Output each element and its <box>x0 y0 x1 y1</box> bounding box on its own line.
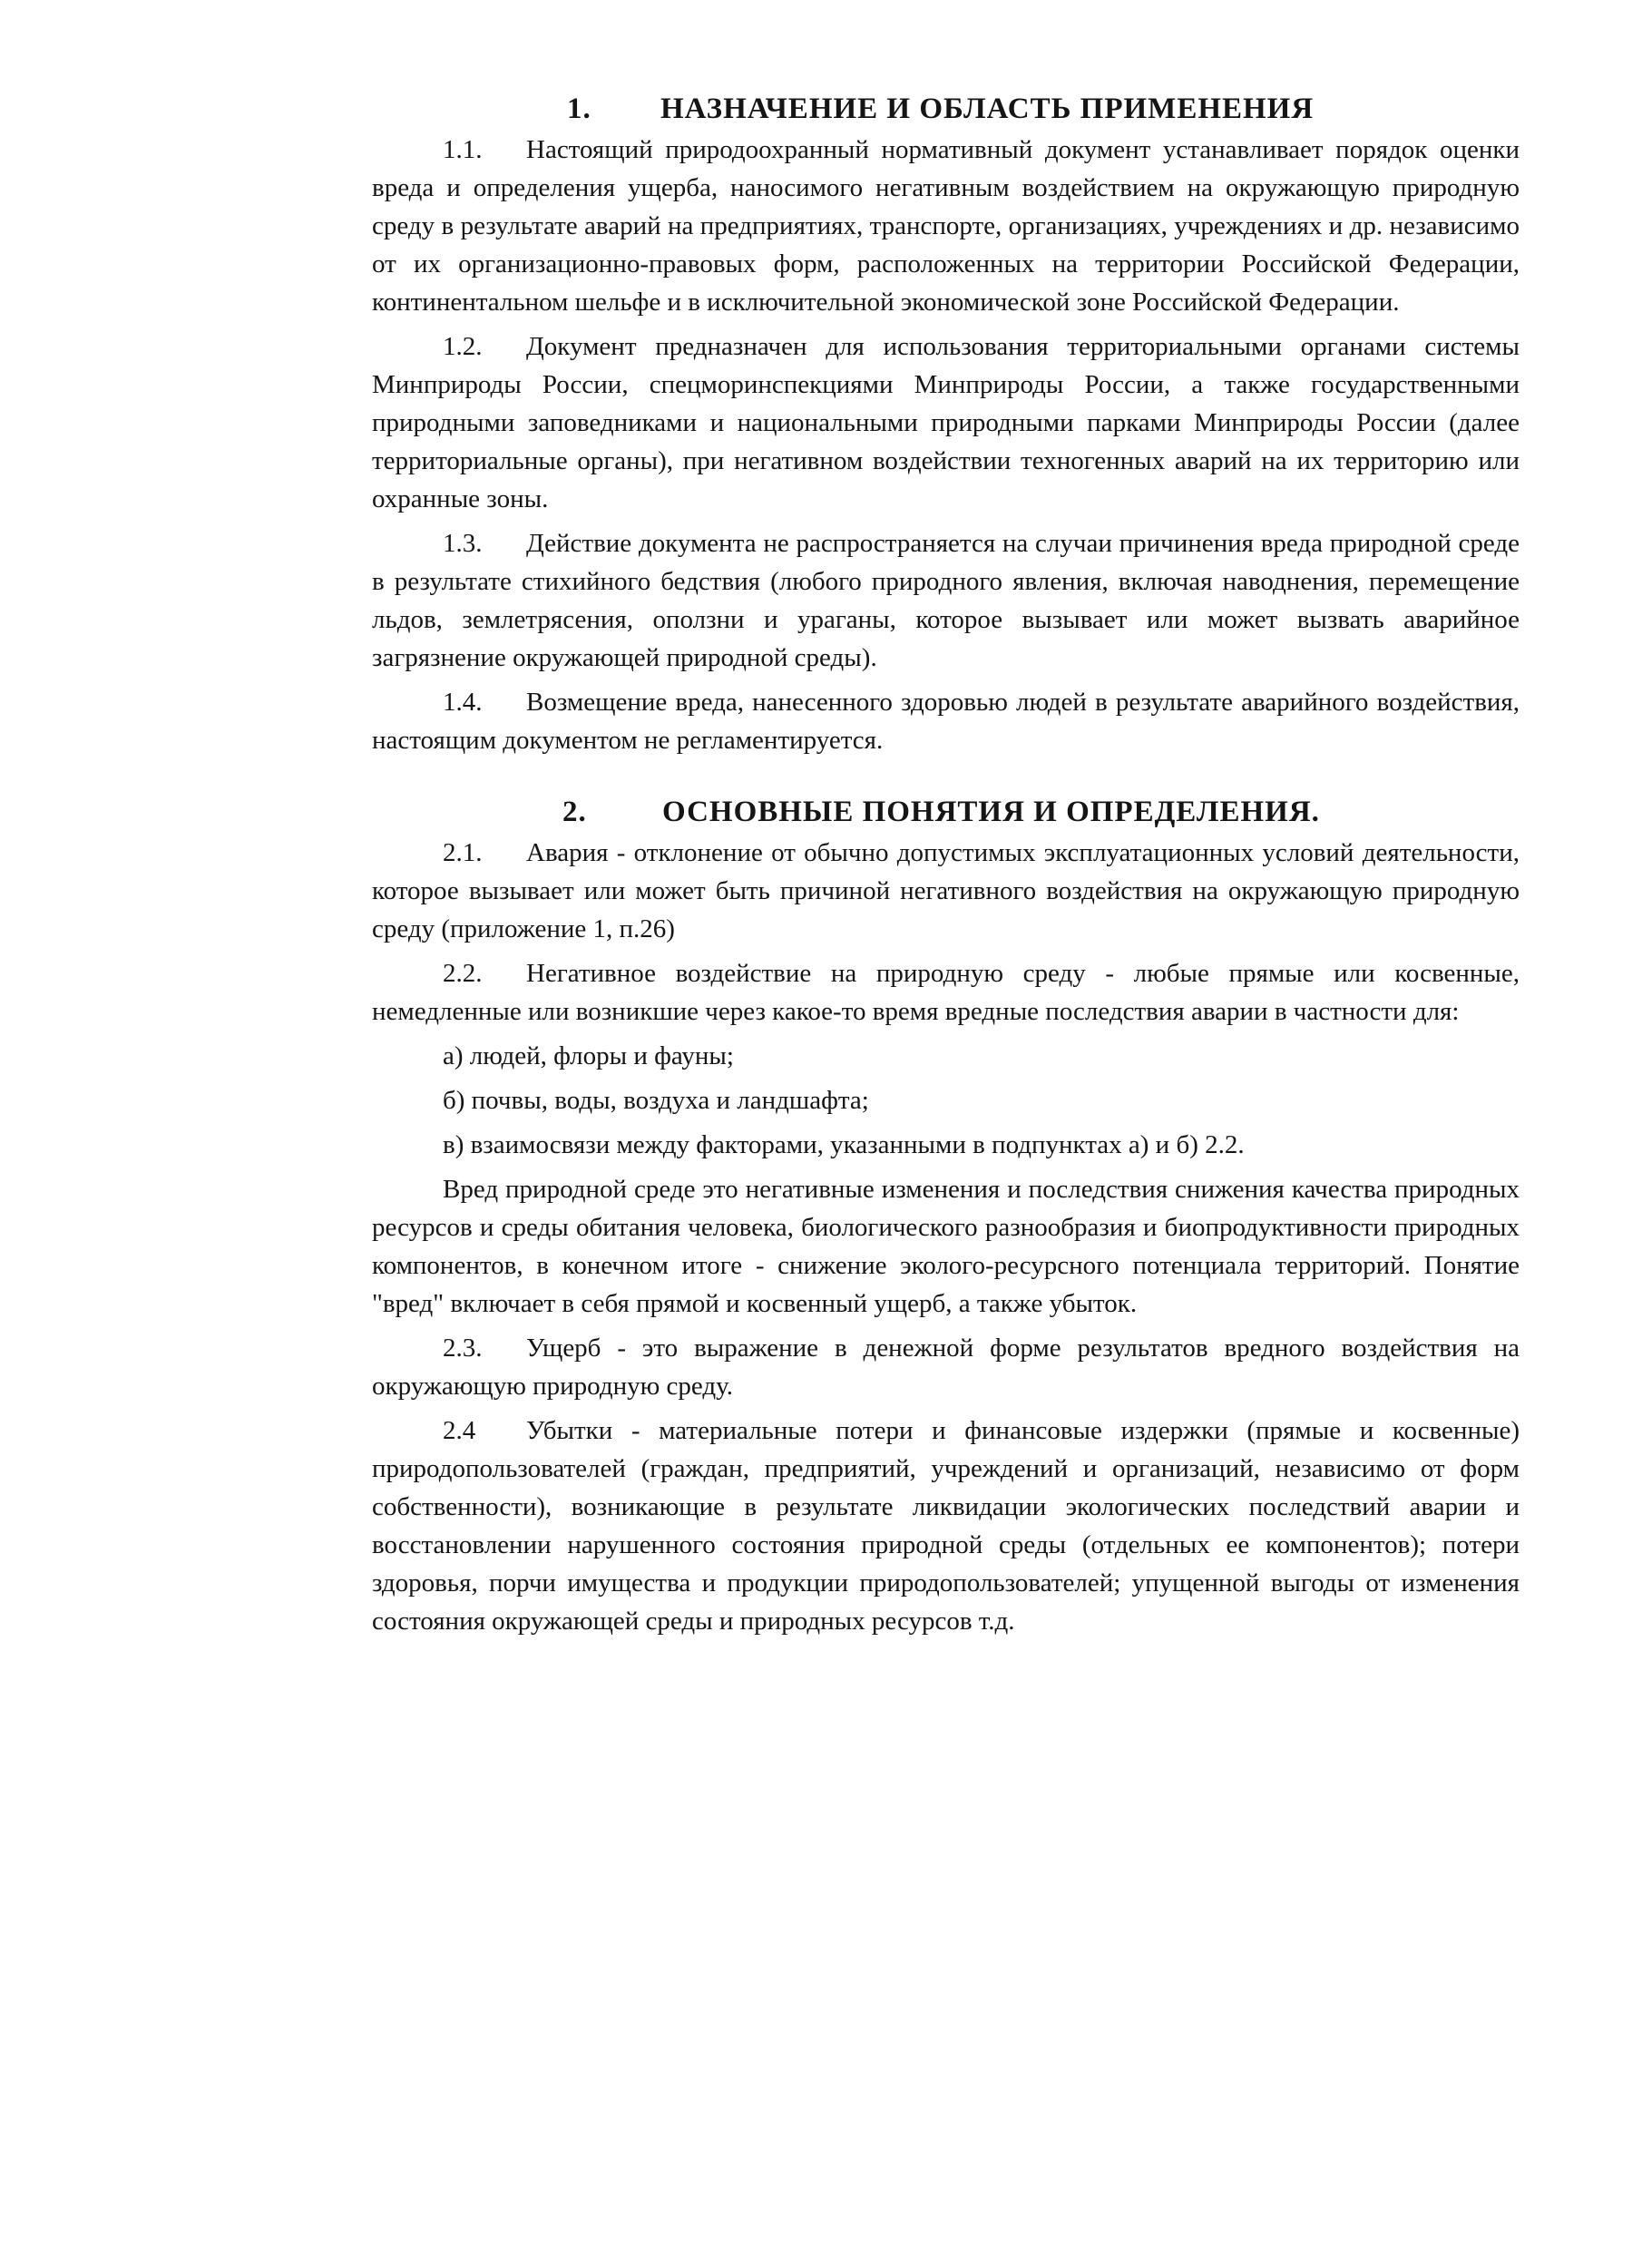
paragraph-text: Негативное воздействие на природную среду - любые прямые или косвенные, немедленные или возникшие через какое-то время вредные последствия аварии в частности для: <box>372 959 1520 1026</box>
paragraph-number: 2.3. <box>443 1334 483 1363</box>
paragraph-number: 1.4. <box>443 688 483 717</box>
list-item: б) почвы, воды, воздуха и ландшафта; <box>443 1086 869 1115</box>
paragraph-harm-definition <box>372 1170 1520 1323</box>
paragraph-number: 1.1. <box>443 135 483 164</box>
paragraph-1-3 <box>372 524 1520 677</box>
document-body <box>372 89 1520 1647</box>
paragraph-text: Возмещение вреда, нанесенного здоровью людей в результате аварийного воздействия, настоящим документом не регламентируется. <box>372 688 1520 755</box>
paragraph-1-4 <box>372 683 1520 759</box>
section-title: ОСНОВНЫЕ ПОНЯТИЯ И ОПРЕДЕЛЕНИЯ. <box>662 796 1320 828</box>
paragraph-text: Действие документа не распространяется на случаи причинения вреда природной среде в результате стихийного бедствия (любого природного явления, включая наводнения, перемещение льдов, землетрясения, оползни и ураганы, которое вызывает или может вызвать аварийное загрязнение окружающей природной среды). <box>372 529 1520 672</box>
list-item: а) людей, флоры и фауны; <box>443 1041 734 1070</box>
paragraph-text: Убытки - материальные потери и финансовые издержки (прямые и косвенные) природопользователей (граждан, предприятий, учреждений и организаций, независимо от форм собственности), возникающие в результате ликвидации экологических последствий аварии и восстановлении нарушенного состояния природной среды (отдельных ее компонентов); потери здоровья, порчи имущества и продукции природопользователей; упущенной выгоды от изменения состояния окружающей среды и природных ресурсов т.д. <box>372 1416 1520 1636</box>
paragraph-number: 2.4 <box>443 1416 476 1445</box>
section-number: 1. <box>567 93 591 125</box>
section-title: НАЗНАЧЕНИЕ И ОБЛАСТЬ ПРИМЕНЕНИЯ <box>660 93 1315 125</box>
paragraph-number: 2.1. <box>443 838 483 867</box>
paragraph-2-2 <box>372 954 1520 1031</box>
paragraph-2-1 <box>372 834 1520 948</box>
paragraph-text: Документ предназначен для использования территориальными органами системы Минприроды России, спецморинспекциями Минприроды России, а также государственными природными заповедниками и национальными природными парками Минприроды России (далее территориальные органы), при негативном воздействии техногенных аварий на их территорию или охранные зоны. <box>372 332 1520 513</box>
paragraph-number: 1.3. <box>443 529 483 558</box>
section-number: 2. <box>562 796 587 828</box>
paragraph-2-3 <box>372 1329 1520 1405</box>
paragraph-text: Настоящий природоохранный нормативный документ устанавливает порядок оценки вреда и определения ущерба, наносимого негативным воздействием на окружающую природную среду в результате аварий на предприятиях, транспорте, организациях, учреждениях и др. независимо от их организационно-правовых форм, расположенных на территории Российской Федерации, континентальном шельфе и в исключительной экономической зоне Российской Федерации. <box>372 135 1520 317</box>
paragraph-text: Ущерб - это выражение в денежной форме результатов вредного воздействия на окружающую природную среду. <box>372 1334 1520 1401</box>
section-heading-1 <box>372 89 1520 129</box>
paragraph-text: Авария - отклонение от обычно допустимых эксплуатационных условий деятельности, которое вызывает или может быть причиной негативного воздействия на окружающую природную среду (приложение 1, п.26) <box>372 838 1520 943</box>
paragraph-1-1 <box>372 131 1520 321</box>
paragraph-2-4 <box>372 1412 1520 1640</box>
paragraph-text: Вред природной среде это негативные изменения и последствия снижения качества природных ресурсов и среды обитания человека, биологического разнообразия и биопродуктивности природных компонентов, в конечном итоге - снижение эколого-ресурсного потенциала территорий. Понятие "вред" включает в себя прямой и косвенный ущерб, а также убыток. <box>372 1175 1520 1318</box>
list-item: в) взаимосвязи между факторами, указанными в подпунктах а) и б) 2.2. <box>443 1130 1245 1159</box>
section-heading-2 <box>372 792 1520 832</box>
paragraph-number: 1.2. <box>443 332 483 361</box>
paragraph-number: 2.2. <box>443 959 483 988</box>
paragraph-1-2 <box>372 327 1520 518</box>
